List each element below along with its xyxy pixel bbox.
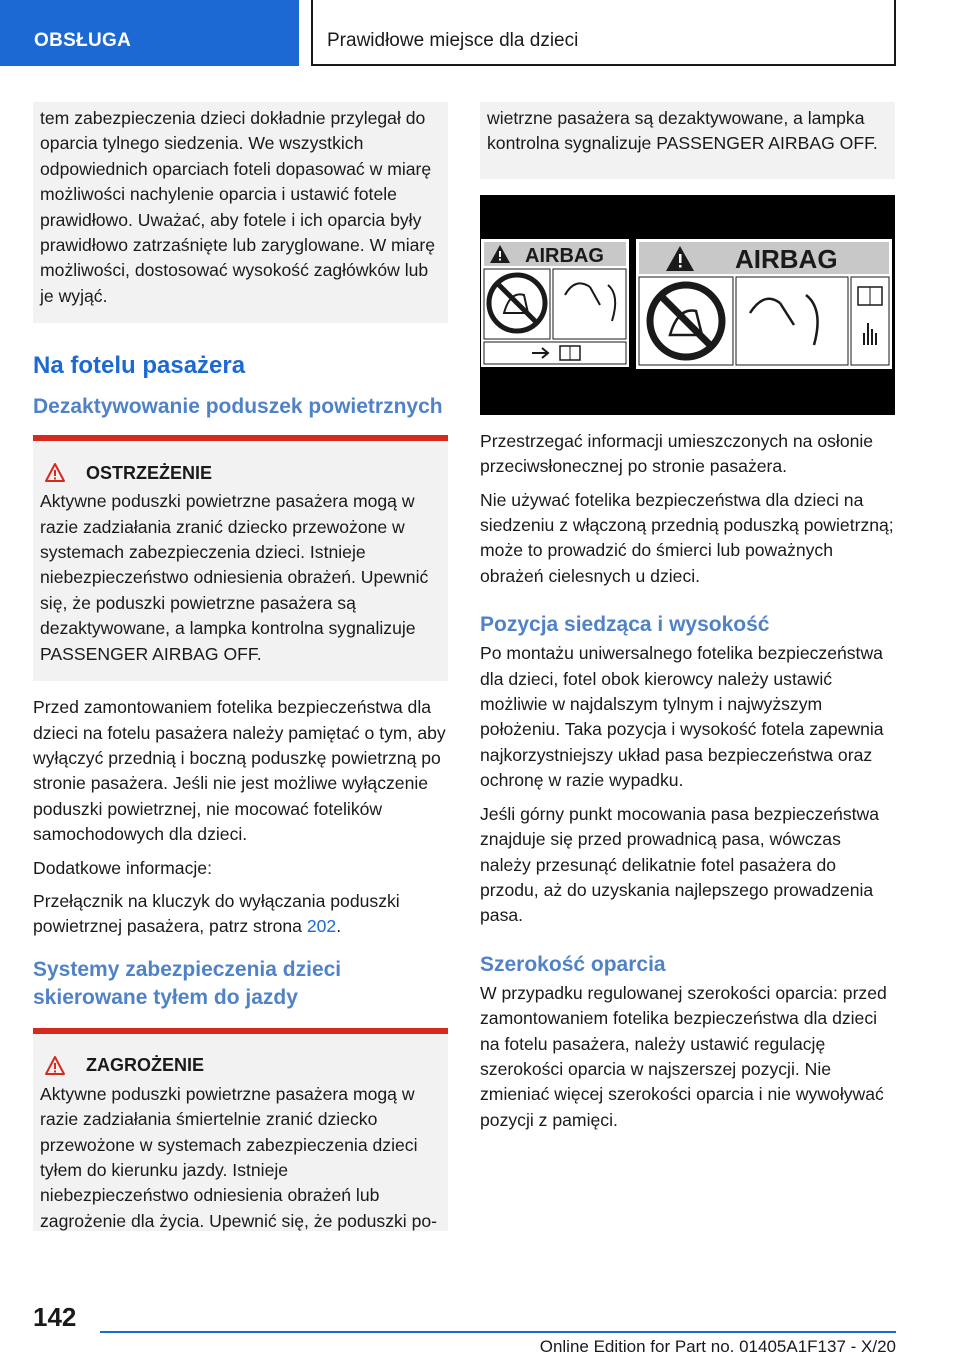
header-title-box [311,0,896,66]
footer-divider [100,1331,896,1333]
section-tab [0,0,299,66]
key-switch-text: Przełącznik na kluczyk do wyłączania poduszki powietrznej pasażera, patrz strona [33,890,400,937]
page-title: Prawidłowe miejsce dla dzieci [327,30,579,51]
intro-box [33,102,448,323]
section-heading: Na fotelu pasażera [33,352,246,380]
warning-text: Aktywne poduszki powietrzne pasażera mogą w razie zadziałania zranić dziecko przewożone w systemach zabezpieczenia dzieci. Istnieje niebezpieczeństwo odniesienia obrażeń. Upewnić się, że poduszki powietrzne pasażera są dezaktywowane, a lampka kontrolna sygnalizuje PASSENGER AIRBAG OFF. [40,491,429,664]
page-link-202[interactable]: 202 [306,916,337,937]
warning-box [33,435,448,681]
paragraph-sun-visor: Przestrzegać informacji umieszczonych na osłonie przeciwsłonecznej po stronie pasażera. [480,430,874,477]
paragraph-additional-info: Dodatkowe informacje: [33,857,212,878]
key-switch-end: . [336,916,342,937]
paragraph-belt-anchor: Jeśli górny punkt mocowania pasa bezpieczeństwa znajduje się przed prowadnicą pasa, wówczas należy przesunąć delikatnie fotel pasażera do przodu, aż do uzyskania najlepszego prowadzenia pasa. [480,803,880,926]
section-label: OBSŁUGA [34,30,132,51]
subsection-heading-seat-position: Pozycja siedząca i wysokość [480,613,770,637]
continued-box [480,102,895,179]
paragraph-key-switch [33,889,448,940]
warning-title: OSTRZEŻENIE [86,462,213,483]
footer-edition: Online Edition for Part no. 01405A1F137 - X/20 [539,1337,896,1356]
subsection-heading-deactivate: Dezaktywowanie poduszek powietrznych [33,395,443,419]
danger-box [33,1028,448,1231]
continued-text: wietrzne pasażera są dezaktywowane, a lampka kontrolna sygnalizuje PASSENGER AIRBAG OFF. [487,108,878,154]
warning-triangle-icon [44,1055,82,1077]
danger-text: Aktywne poduszki powietrzne pasażera mogą w razie zadziałania śmiertelnie zranić dziecko przewożone w systemach zabezpieczenia dzieci tyłem do kierunku jazdy. Istnieje niebezpieczeństwo odniesienia obrażeń lub zagrożenie dla życia. Upewnić się, że poduszki po- [40,1083,438,1231]
subsection-heading-rear-facing: Systemy zabezpieczenia dzieci skierowane tyłem do jazdy [33,957,342,1009]
paragraph-backrest-width: W przypadku regulowanej szerokości oparcia: przed zamontowaniem fotelika bezpieczeństwa dla dzieci na fotelu pasażera, należy ustawić regulację szerokości oparcia w najszerszej pozycji. Nie zmieniać więcej szerokości oparcia i nie wywoływać pozycji z pamięci. [480,982,887,1130]
warning-triangle-icon [44,462,82,484]
warning-header [40,461,440,485]
danger-title: ZAGROŻENIE [86,1055,205,1076]
right-column [480,102,895,1141]
danger-header [40,1054,440,1078]
airbag-label-small: AIRBAG [525,244,604,267]
page-number: 142 [33,1302,77,1332]
airbag-label-figure [480,195,895,415]
paragraph-seat-position: Po montażu uniwersalnego fotelika bezpieczeństwa dla dzieci, fotel obok kierowcy należy ustawić możliwie w najdalszym tylnym i najwyższym położeniu. Taka pozycja i wysokość fotela zapewnia najkorzystniejszy układ pasa bezpieczeństwa oraz ochronę w razie wypadku. [480,643,884,791]
subsection-heading-backrest-width: Szerokość oparcia [480,952,666,976]
airbag-label-illustration [480,195,895,415]
paragraph-before-mounting: Przed zamontowaniem fotelika bezpieczeństwa dla dzieci na fotelu pasażera należy pamiętać o tym, aby wyłączyć przednią i boczną poduszkę powietrzną po stronie pasażera. Jeśli nie jest możliwe wyłączenie poduszki powietrznej, nie mocować fotelików samochodowych dla dzieci. [33,697,446,845]
paragraph-do-not-use: Nie używać fotelika bezpieczeństwa dla dzieci na siedzeniu z włączoną przednią poduszką powietrzną; może to prowadzić do śmierci lub poważnych obrażeń cielesnych u dzieci. [480,489,894,586]
left-column [33,102,448,1245]
airbag-label-large: AIRBAG [735,243,838,274]
intro-text: tem zabezpieczenia dzieci dokładnie przylegał do oparcia tylnego siedzenia. We wszystkich odpowiednich oparciach foteli dopasować w miarę możliwości nachylenie oparcia i ustawić fotele prawidłowo. Uważać, aby fotele i ich oparcia były prawidłowo zatrzaśnięte lub zaryglowane. W miarę możliwości, dostosować wysokość zagłówków lub je wyjąć. [40,108,436,306]
